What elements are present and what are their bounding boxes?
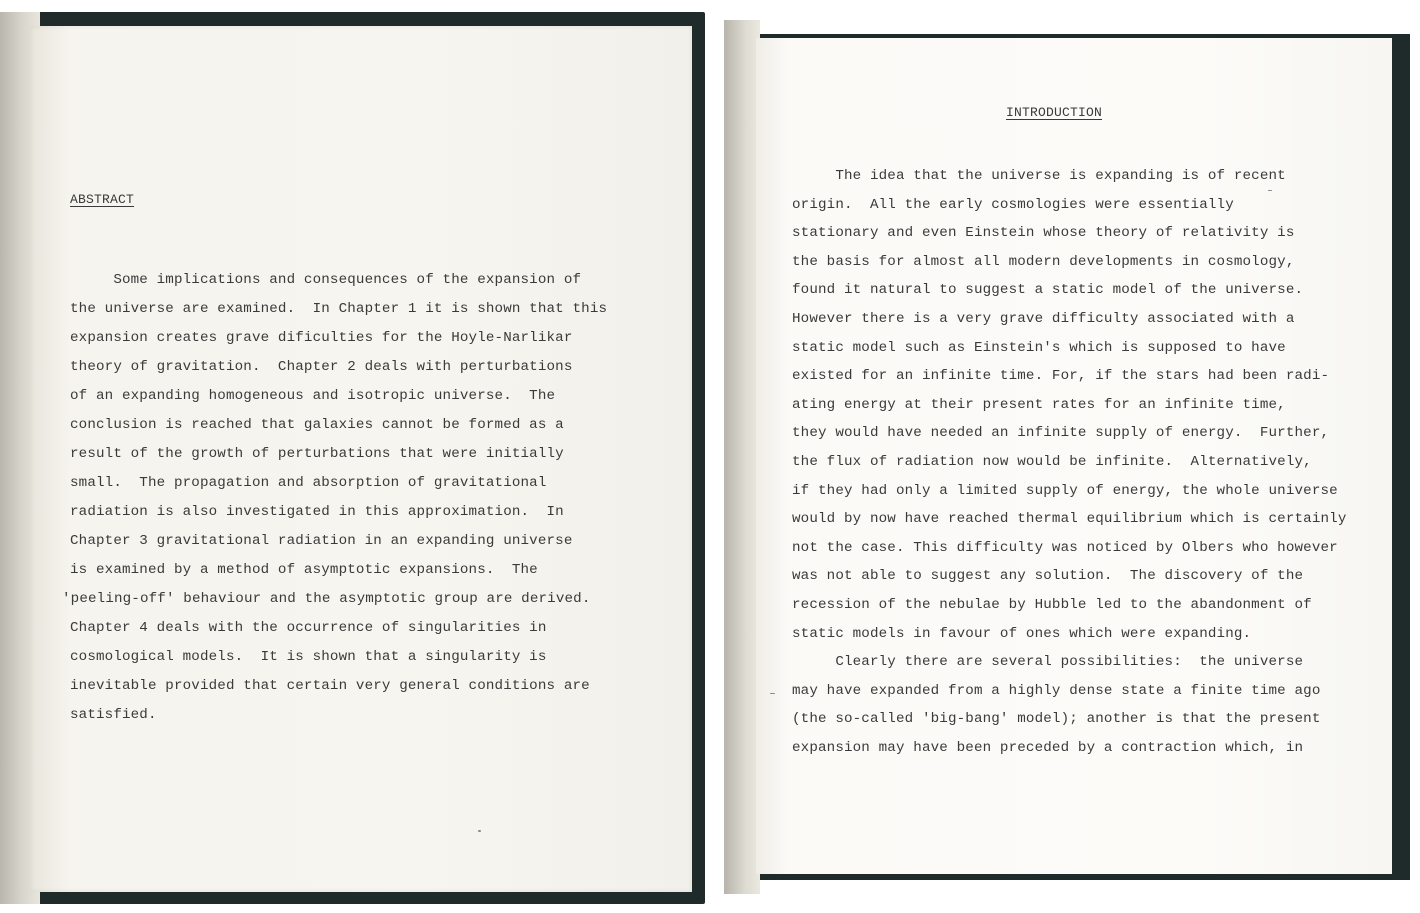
- abstract-line: theory of gravitation. Chapter 2 deals with perturbations: [70, 359, 573, 375]
- introduction-line: may have expanded from a highly dense state a finite time ago: [792, 682, 1321, 699]
- abstract-line: is examined by a method of asymptotic expansions. The: [70, 562, 538, 578]
- abstract-line: conclusion is reached that galaxies cannot be formed as a: [70, 417, 564, 433]
- introduction-line: would by now have reached thermal equilibrium which is certainly: [792, 511, 1347, 528]
- paper-speck: [1268, 190, 1272, 191]
- abstract-heading: ABSTRACT: [70, 192, 135, 207]
- right-book-gutter: [724, 20, 760, 894]
- introduction-line: recession of the nebulae by Hubble led to the abandonment of: [792, 597, 1312, 613]
- introduction-line: static model such as Einstein's which is supposed to have: [792, 339, 1286, 356]
- introduction-line: static models in favour of ones which were expanding.: [792, 625, 1252, 642]
- introduction-line: found it natural to suggest a static model of the universe.: [792, 282, 1304, 299]
- introduction-page: [756, 38, 1392, 874]
- introduction-line: the basis for almost all modern developments in cosmology,: [792, 253, 1295, 270]
- introduction-line: origin. All the early cosmologies were essentially: [792, 196, 1234, 213]
- paper-speck: [770, 693, 775, 694]
- introduction-line: Clearly there are several possibilities: the universe: [792, 654, 1304, 671]
- abstract-line: 'peeling-off' behaviour and the asymptotic group are derived.: [62, 591, 591, 607]
- introduction-line: not the case. This difficulty was noticed by Olbers who however: [792, 539, 1338, 556]
- abstract-line: result of the growth of perturbations that were initially: [70, 446, 564, 462]
- abstract-line: small. The propagation and absorption of gravitational: [70, 475, 547, 491]
- abstract-line: of an expanding homogeneous and isotropic universe. The: [70, 388, 556, 404]
- abstract-line: expansion creates grave dificulties for the Hoyle-Narlikar: [70, 330, 573, 346]
- introduction-line: expansion may have been preceded by a contraction which, in: [792, 740, 1304, 756]
- introduction-line: existed for an infinite time. For, if the stars had been radi-: [792, 368, 1330, 385]
- introduction-line: However there is a very grave difficulty associated with a: [792, 311, 1295, 327]
- introduction-line: was not able to suggest any solution. The discovery of the: [792, 568, 1304, 585]
- abstract-line: radiation is also investigated in this approximation. In: [70, 504, 564, 520]
- abstract-line: cosmological models. It is shown that a singularity is: [70, 649, 547, 665]
- introduction-line: ating energy at their present rates for an infinite time,: [792, 396, 1286, 413]
- abstract-page: [30, 26, 692, 892]
- introduction-line: the flux of radiation now would be infinite. Alternatively,: [792, 454, 1312, 470]
- abstract-body: [62, 272, 680, 742]
- introduction-line: (the so-called 'big-bang' model); another is that the present: [792, 711, 1321, 728]
- introduction-line: if they had only a limited supply of energy, the whole universe: [792, 482, 1338, 499]
- introduction-body: [792, 168, 1382, 788]
- abstract-line: Chapter 4 deals with the occurrence of singularities in: [70, 620, 547, 636]
- abstract-line: the universe are examined. In Chapter 1 it is shown that this: [70, 301, 608, 317]
- abstract-line: Some implications and consequences of the expansion of: [70, 272, 582, 288]
- abstract-line: inevitable provided that certain very general conditions are: [70, 678, 590, 694]
- abstract-line: Chapter 3 gravitational radiation in an expanding universe: [70, 533, 573, 549]
- introduction-line: The idea that the universe is expanding is of recent: [792, 168, 1286, 184]
- right-book: [724, 20, 1410, 894]
- introduction-heading: INTRODUCTION: [1006, 105, 1103, 120]
- paper-speck: [478, 830, 481, 832]
- introduction-line: they would have needed an infinite supply of energy. Further,: [792, 425, 1330, 442]
- left-book: [0, 12, 705, 904]
- abstract-line: satisfied.: [70, 707, 157, 723]
- introduction-line: stationary and even Einstein whose theory of relativity is: [792, 225, 1295, 242]
